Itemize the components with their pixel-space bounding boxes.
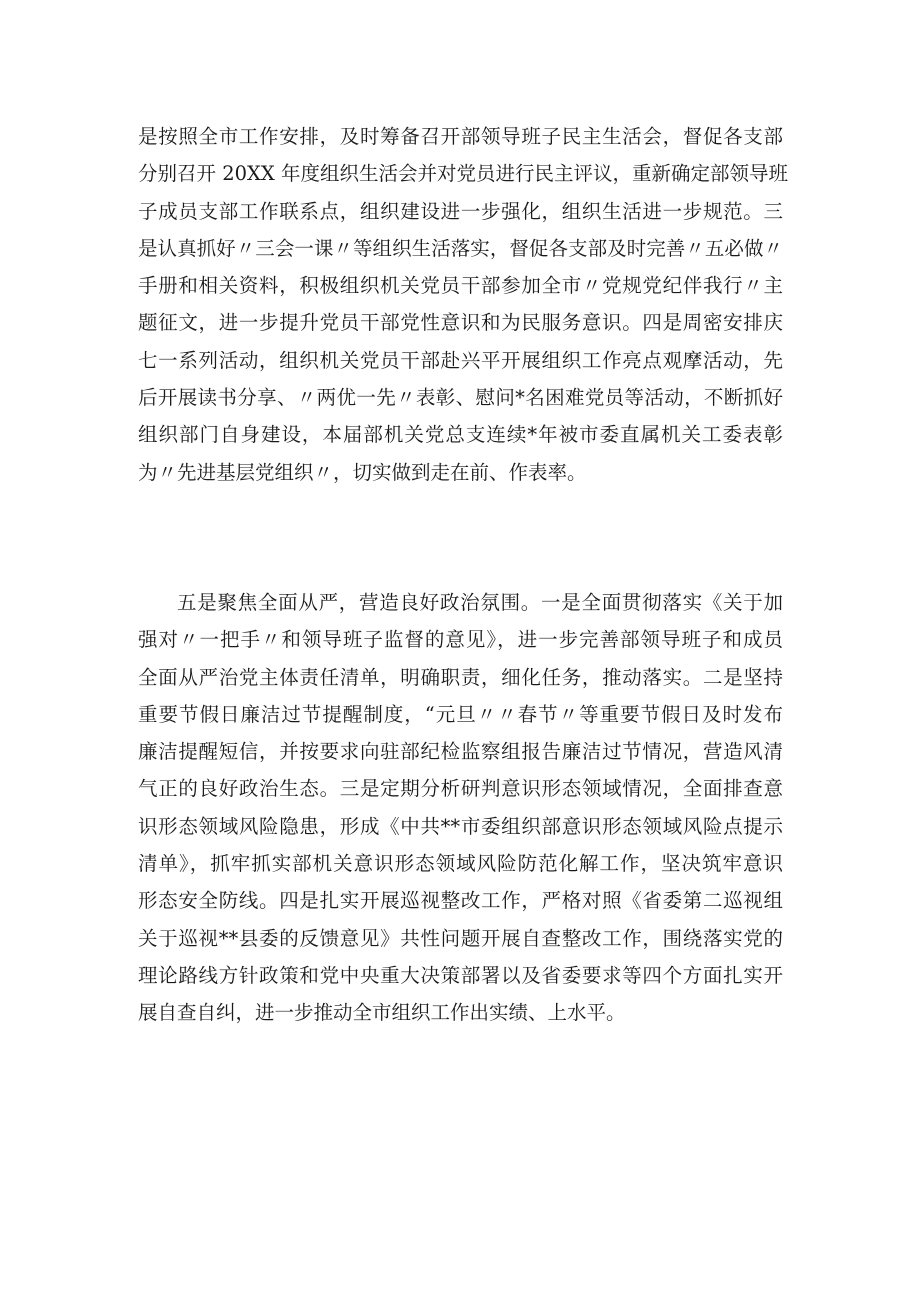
paragraph-1: [138, 118, 788, 491]
text-line: 清单》，抓牢抓实部机关意识形态领域风险防范化解工作，坚决筑牢意识: [138, 852, 783, 876]
text-line: 五是聚焦全面从严，营造良好政治氛围。一是全面贯彻落实《关于加: [177, 591, 783, 614]
text-line: 重要节假日廉洁过节提醒制度，“元旦〃〃春节〃等重要节假日及时发布: [138, 702, 783, 726]
text-line: 组织部门自身建设，本届部机关党总支连续*年被市委直属机关工委表彰: [138, 423, 783, 447]
text-line: 为〃先进基层党组织〃，切实做到走在前、作表率。: [138, 460, 587, 484]
text-line: 强对〃一把手〃和领导班子监督的意见》，进一步完善部领导班子和成员: [138, 628, 783, 652]
text-line: 题征文，进一步提升党员干部党性意识和为民服务意识。四是周密安排庆: [138, 311, 783, 335]
text-line: 手册和相关资料，积极组织机关党员干部参加全市〃党规党纪伴我行〃主: [138, 274, 783, 298]
text-line: 是按照全市工作安排，及时筹备召开部领导班子民主生活会，督促各支部: [138, 125, 783, 148]
text-line: 识形态领域风险隐患，形成《中共**市委组织部意识形态领域风险点提示: [138, 814, 783, 838]
text-line: 七一系列活动，组织机关党员干部赴兴平开展组织工作亮点观摩活动，先: [138, 348, 783, 372]
text-line: 关于巡视**县委的反馈意见》共性问题开展自查整改工作，围绕落实党的: [138, 926, 783, 950]
text-line: 理论路线方针政策和党中央重大决策部署以及省委要求等四个方面扎实开: [138, 963, 783, 987]
text-line: 后开展读书分享、〃两优一先〃表彰、慰问*名困难党员等活动，不断抓好: [138, 386, 783, 410]
text-line: 子成员支部工作联系点，组织建设进一步强化，组织生活进一步规范。三: [138, 199, 783, 223]
paragraph-2: [138, 584, 783, 1032]
text-line: 全面从严治党主体责任清单，明确职责，细化任务，推动落实。二是坚持: [138, 665, 783, 689]
text-line: 展自查自纠，进一步推动全市组织工作出实绩、上水平。: [138, 1001, 626, 1025]
text-line: 气正的良好政治生态。三是定期分析研判意识形态领域情况，全面排查意: [138, 777, 783, 801]
text-line: 廉洁提醒短信，并按要求向驻部纪检监察组报告廉洁过节情况，营造风清: [138, 740, 783, 764]
text-line: 分别召开 20XX 年度组织生活会并对党员进行民主评议，重新确定部领导班: [138, 162, 788, 186]
text-line: 是认真抓好〃三会一课〃等组织生活落实，督促各支部及时完善〃五必做〃: [138, 236, 783, 260]
text-line: 形态安全防线。四是扎实开展巡视整改工作，严格对照《省委第二巡视组: [138, 889, 783, 913]
